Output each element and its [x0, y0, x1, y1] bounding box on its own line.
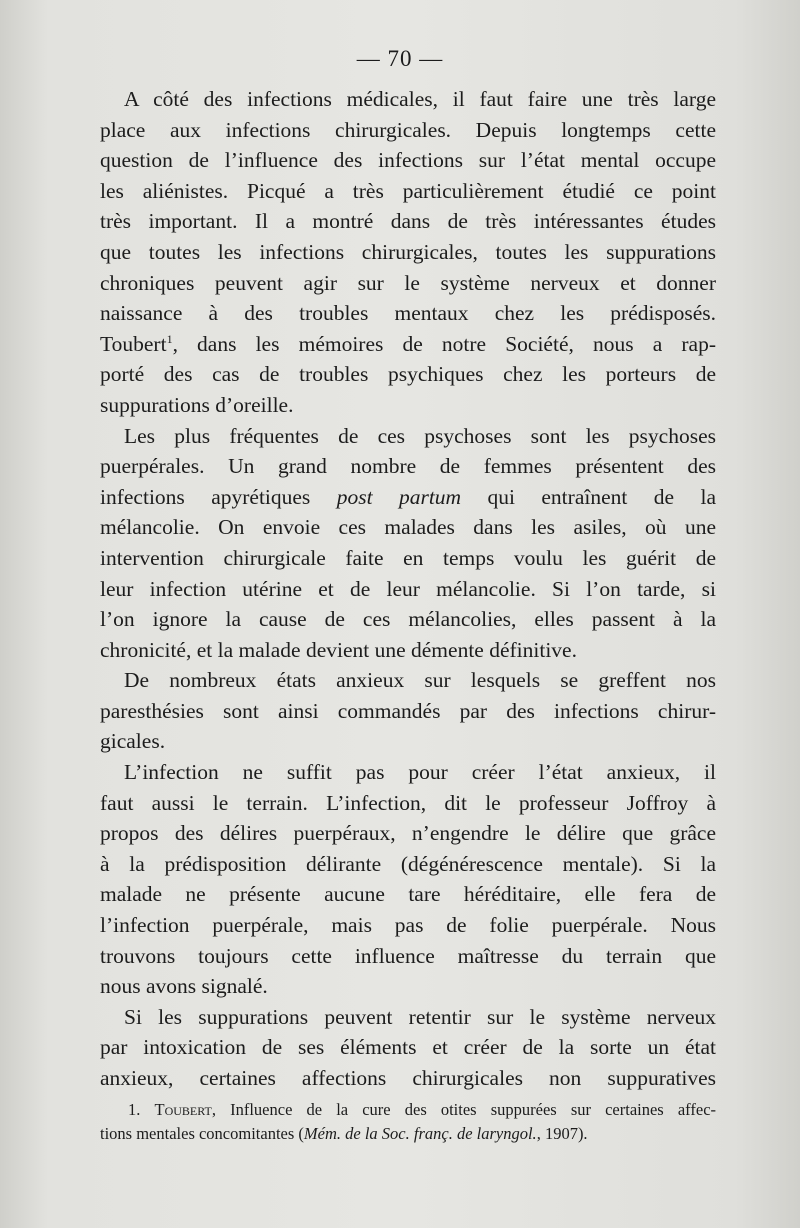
text-line: porté des cas de troubles psychiques chez les porteurs de	[100, 362, 716, 387]
text-line: A côté des infections médicales, il faut faire une très large	[124, 87, 716, 111]
text-line: paresthésies sont ainsi commandés par des infections chirur-	[100, 698, 716, 723]
paragraph-3	[100, 665, 716, 757]
text-line: anxieux, certaines affections chirurgicales non suppuratives	[100, 1066, 716, 1090]
text-line: trouvons toujours cette influence maîtresse du terrain que	[100, 943, 716, 968]
text-line: puerpérales. Un grand nombre de femmes présentent des	[100, 454, 716, 479]
text-line: très important. Il a montré dans de très intéressantes études	[100, 209, 716, 234]
text-line: que toutes les infections chirurgicales, toutes les suppurations	[100, 239, 716, 264]
text-line: gicales.	[100, 729, 166, 754]
footnote-reference: 1	[166, 331, 173, 346]
text-line: nous avons signalé.	[100, 974, 268, 999]
italic-phrase: post partum	[336, 484, 462, 509]
text-line: mélancolie. On envoie ces malades dans les asiles, où une	[100, 515, 716, 540]
paragraph-2	[100, 421, 716, 666]
paragraph-5	[100, 1002, 716, 1094]
page-number: — 70 —	[356, 46, 444, 71]
text-line: faut aussi le terrain. L’infection, dit le professeur Joffroy à	[100, 790, 716, 815]
text-segment: , dans les mémoires de notre Société, nous a rap-	[172, 331, 716, 356]
paragraph-4	[100, 757, 716, 1002]
text-segment: qui entraînent de la	[461, 484, 716, 509]
footnote-author: Toubert	[154, 1100, 212, 1119]
text-line: propos des délires puerpéraux, n’engendre le délire que grâce	[100, 821, 716, 846]
paragraph-1	[100, 84, 716, 421]
text-line: Si les suppurations peuvent retentir sur le système nerveux	[124, 1004, 716, 1029]
text-line: les aliénistes. Picqué a très particulièrement étudié ce point	[100, 178, 716, 203]
text-line: naissance à des troubles mentaux chez les prédisposés.	[100, 301, 716, 326]
footnote-marker: 1.	[128, 1100, 141, 1119]
footnote-text: , 1907).	[536, 1124, 588, 1143]
body-text	[100, 84, 716, 1094]
text-line: chroniques peuvent agir sur le système nerveux et donner	[100, 270, 716, 295]
text-line: Les plus fréquentes de ces psychoses sont les psychoses	[124, 423, 716, 448]
footnote-journal: Mém. de la Soc. franç. de laryngol.	[303, 1124, 537, 1143]
text-line: l’infection puerpérale, mais pas de folie puerpérale. Nous	[100, 913, 716, 938]
footnote-text: tions mentales concomitantes (	[100, 1124, 304, 1143]
footnote-line	[100, 1098, 716, 1122]
text-line: suppurations d’oreille.	[100, 392, 294, 417]
text-line-italic	[100, 482, 716, 513]
text-line-footnote-ref	[100, 329, 716, 360]
text-line: l’on ignore la cause de ces mélancolies, elles passent à la	[100, 607, 716, 632]
text-line: De nombreux états anxieux sur lesquels se greffent nos	[124, 668, 716, 693]
text-line: chronicité, et la malade devient une démente définitive.	[100, 637, 577, 662]
text-segment: infections apyrétiques	[100, 484, 337, 509]
text-line: malade ne présente aucune tare héréditaire, elle fera de	[100, 882, 716, 907]
text-line: par intoxication de ses éléments et créer de la sorte un état	[100, 1035, 716, 1060]
footnote	[100, 1098, 716, 1146]
text-line: place aux infections chirurgicales. Depuis longtemps cette	[100, 117, 716, 142]
footnote-text: , Influence de la cure des otites suppurées sur certaines affec-	[211, 1100, 717, 1119]
text-line: L’infection ne suffit pas pour créer l’état anxieux, il	[124, 760, 716, 785]
text-line: intervention chirurgicale faite en temps voulu les guérit de	[100, 545, 716, 570]
text-segment: Toubert	[100, 331, 167, 356]
text-line: question de l’influence des infections sur l’état mental occupe	[100, 148, 716, 173]
footnote-line	[100, 1122, 716, 1146]
text-line: à la prédisposition délirante (dégénérescence mentale). Si la	[100, 851, 716, 876]
text-line: leur infection utérine et de leur mélancolie. Si l’on tarde, si	[100, 576, 716, 601]
